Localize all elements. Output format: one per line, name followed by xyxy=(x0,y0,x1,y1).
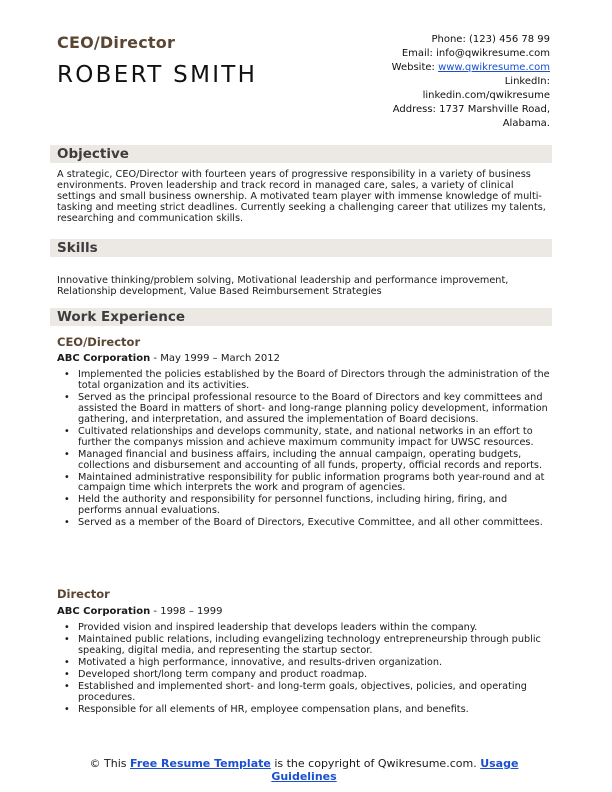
job-1-bullet-5: • Maintained administrative responsibility for public information programs both year-round and at campaign time which interprets the work and program of agencies. xyxy=(57,473,551,495)
objective-section-header xyxy=(50,145,552,163)
skills-section-header xyxy=(50,239,552,257)
job-1-bullet-6: • Held the authority and responsibility for personnel functions, including hiring, firing, and performs annual evaluations. xyxy=(57,495,551,517)
job-2-bullet-6: • Responsible for all elements of HR, employee compensation plans, and benefits. xyxy=(57,705,551,716)
job-1-bullet-4: • Managed financial and business affairs, including the annual campaign, operating budgets, collections and disbursement and accounting of all funds, property, official records and reports. xyxy=(57,450,551,472)
contact-linkedin-value: linkedin.com/qwikresume xyxy=(422,90,550,101)
address-label: Address: xyxy=(392,104,436,115)
job-1-company: ABC Corporation xyxy=(57,353,151,364)
contact-website xyxy=(300,61,550,75)
contact-linkedin-label: LinkedIn: xyxy=(504,76,550,87)
job-1-bullet-7: • Served as a member of the Board of Directors, Executive Committee, and all other committees. xyxy=(57,518,551,529)
contact-block xyxy=(300,33,550,131)
job-2-bullet-4: • Developed short/long term company and product roadmap. xyxy=(57,670,551,681)
job-2-dates: - 1998 – 1999 xyxy=(150,606,223,617)
phone-label: Phone: xyxy=(431,34,466,45)
experience-section-header xyxy=(50,308,552,326)
header-name: ROBERT SMITH xyxy=(57,62,258,88)
skills-text: Innovative thinking/problem solving, Motivational leadership and performance improvement, Relationship development, Value Based Reimbursement Strategies xyxy=(57,275,509,297)
footer-prefix: © This xyxy=(89,757,131,770)
job-1-bullet-1: • Implemented the policies established by the Board of Directors through the administration of the total organization and its activities. xyxy=(57,370,551,392)
job-1-company-line xyxy=(57,353,280,364)
contact-address-line2: Alabama. xyxy=(502,118,550,129)
footer-copyright xyxy=(57,757,551,783)
job-1-role: CEO/Director xyxy=(57,335,141,349)
email-label: Email: xyxy=(401,48,433,59)
job-2-bullet-3: • Motivated a high performance, innovative, and results-driven organization. xyxy=(57,658,551,669)
contact-phone xyxy=(300,33,550,47)
objective-heading: Objective xyxy=(57,146,129,162)
job-2-bullet-2: • Maintained public relations, including evangelizing technology entrepreneurship through public speaking, digital media, and representing the startup sector. xyxy=(57,635,551,657)
job-1-bullet-3: • Cultivated relationships and develops community, state, and national networks in an effort to further the companys mission and achieve maximum community impact for UWSC resources. xyxy=(57,427,551,449)
footer-middle: is the copyright of Qwikresume.com. xyxy=(270,757,481,770)
job-1-bullet-2: • Served as the principal professional resource to the Board of Directors and key committees and assisted the Board in matters of short- and long-range planning policy development, information gathering, and interpretation, and assured the implementation of Board decisions. xyxy=(57,393,551,426)
job-2-bullet-1: • Provided vision and inspired leadership that develops leaders within the company. xyxy=(57,623,551,634)
usage-guidelines-link[interactable]: Usage Guidelines xyxy=(271,757,519,783)
contact-address xyxy=(300,103,550,117)
objective-text: A strategic, CEO/Director with fourteen years of progressive responsibility in a variety of business environments. Proven leadership and track record in managed care, sales, a variety of clinical settings and small business ownership. A motivated team player with immense knowledge of multi-tasking and meeting strict deadlines. Currently seeking a challenging career that utilizes my talents, researching and communication skills. xyxy=(57,169,546,224)
phone-value: (123) 456 78 99 xyxy=(469,34,550,45)
website-link[interactable]: www.qwikresume.com xyxy=(438,62,550,73)
website-label: Website: xyxy=(391,62,435,73)
job-2-bullet-5: • Established and implemented short- and long-term goals, objectives, policies, and operating procedures. xyxy=(57,682,551,704)
skills-heading: Skills xyxy=(57,240,98,256)
job-2-bullets xyxy=(57,623,551,717)
job-1-dates: - May 1999 – March 2012 xyxy=(150,353,280,364)
address-line1: 1737 Marshville Road, xyxy=(439,104,550,115)
experience-heading: Work Experience xyxy=(57,309,185,325)
email-value: info@qwikresume.com xyxy=(436,48,550,59)
free-resume-template-link[interactable]: Free Resume Template xyxy=(130,757,271,770)
job-1-bullets xyxy=(57,370,551,530)
job-2-company-line xyxy=(57,606,222,617)
job-2-role: Director xyxy=(57,587,110,601)
job-2-company: ABC Corporation xyxy=(57,606,151,617)
contact-email xyxy=(300,47,550,61)
header-job-title: CEO/Director xyxy=(57,33,176,52)
